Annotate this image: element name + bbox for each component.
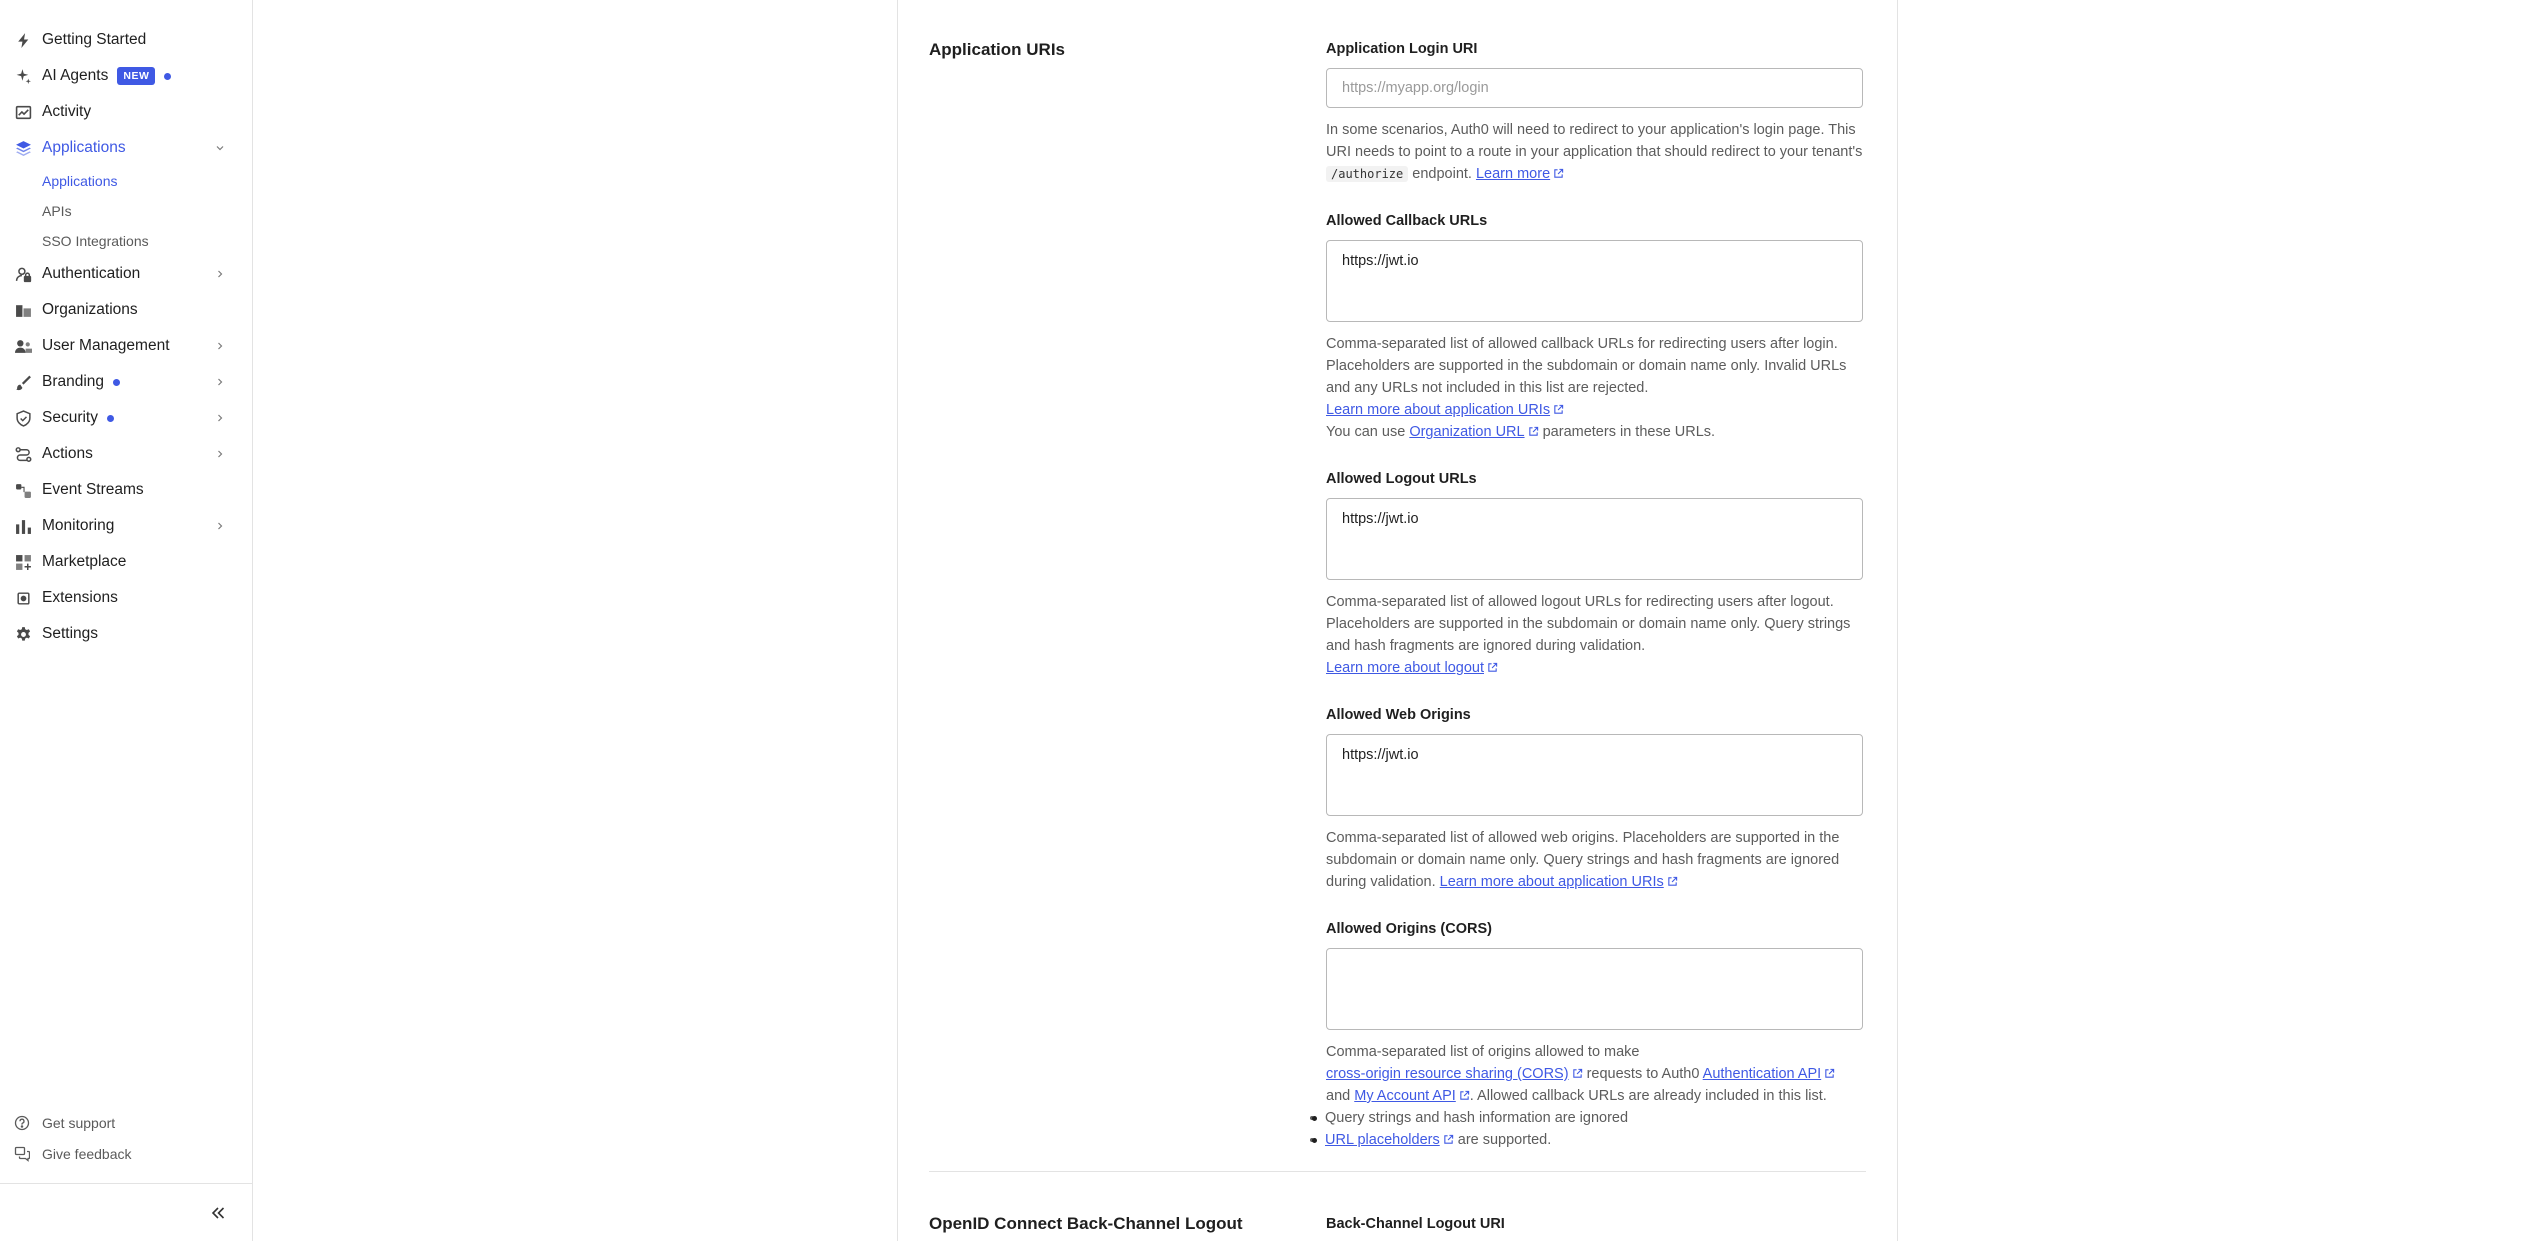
brush-icon [14, 373, 32, 391]
settings-panel [897, 0, 1898, 1241]
web-origins-help-text: Comma-separated list of allowed web origins. Placeholders are supported in the subdomain or domain name only. Query strings and hash fragments are ignored during validation. [1326, 830, 1840, 890]
sidebar-item-applications[interactable] [0, 130, 252, 166]
sidebar-item-settings[interactable] [0, 616, 252, 652]
sidebar-item-label: Settings [42, 625, 99, 642]
sidebar-item-organizations[interactable] [0, 292, 252, 328]
sidebar-footer [0, 1107, 253, 1241]
chevron-down-icon [214, 141, 226, 153]
chevron-right-icon [214, 375, 226, 387]
url-placeholders-link[interactable] [1325, 1132, 1440, 1148]
section-divider [929, 1171, 1866, 1172]
cors-link-label: cross-origin resource sharing (CORS) [1326, 1066, 1569, 1082]
cors-group [1326, 920, 1863, 1151]
cors-textarea[interactable] [1326, 948, 1863, 1030]
callback-urls-help [1326, 333, 1863, 443]
authentication-api-link[interactable] [1703, 1066, 1822, 1082]
help-circle-icon [14, 1115, 30, 1131]
sidebar-item-monitoring[interactable] [0, 508, 252, 544]
sidebar-item-branding[interactable] [0, 364, 252, 400]
logout-urls-group [1326, 470, 1863, 679]
cors-note-1: Query strings and hash information are ignored [1325, 1110, 1629, 1126]
external-link-icon [1553, 400, 1564, 411]
web-origins-group [1326, 706, 1863, 893]
puzzle-icon [14, 589, 32, 607]
cors-help [1326, 1041, 1863, 1151]
url-placeholders-label: URL placeholders [1325, 1132, 1440, 1148]
sidebar-subitem-sso-integrations[interactable]: SSO Integrations [42, 233, 149, 249]
new-badge: NEW [117, 67, 155, 85]
you-can-use-text: You can use [1326, 424, 1406, 440]
sidebar-item-label: Getting Started [42, 31, 147, 48]
organization-url-label: Organization URL [1409, 424, 1525, 440]
cors-help-text: Comma-separated list of origins allowed to make [1326, 1044, 1640, 1060]
sidebar-item-label: Security [42, 409, 98, 426]
learn-more-label: Learn more [1475, 166, 1551, 182]
sidebar-item-label: Actions [42, 445, 93, 462]
chevron-right-icon [214, 267, 226, 279]
sidebar-item-label: User Management [42, 337, 170, 354]
external-link-icon [1667, 872, 1678, 883]
learn-more-application-uris-label: Learn more about application URIs [1439, 874, 1664, 890]
sidebar-item-label: Activity [42, 103, 92, 120]
sidebar-subitem-apis[interactable]: APIs [42, 203, 72, 219]
learn-more-link[interactable] [1476, 166, 1564, 182]
external-link-icon [1824, 1064, 1835, 1075]
external-link-icon [1572, 1064, 1583, 1075]
sidebar-item-ai-agents[interactable] [0, 58, 252, 94]
stream-icon [14, 481, 32, 499]
login-uri-help [1326, 119, 1863, 185]
and-text: and [1326, 1088, 1351, 1104]
give-feedback-label: Give feedback [42, 1145, 132, 1162]
learn-more-logout-label: Learn more about logout [1326, 660, 1484, 676]
web-origins-help [1326, 827, 1863, 893]
feedback-icon [14, 1146, 30, 1162]
activity-chart-icon [14, 103, 32, 121]
lock-person-icon [14, 265, 32, 283]
sidebar-item-label: Extensions [42, 589, 118, 606]
gear-icon [14, 625, 32, 643]
application-uris-fields [1326, 40, 1863, 1151]
sidebar-subitem-applications[interactable]: Applications [42, 173, 118, 189]
chevron-right-icon [214, 519, 226, 531]
collapse-sidebar-icon[interactable] [209, 1204, 227, 1222]
external-link-icon [1443, 1130, 1454, 1141]
learn-more-application-uris-label: Learn more about application URIs [1326, 402, 1551, 418]
logout-urls-textarea[interactable] [1326, 498, 1863, 580]
learn-more-application-uris-link[interactable] [1440, 874, 1664, 890]
logout-urls-help [1326, 591, 1863, 679]
sidebar-item-marketplace[interactable] [0, 544, 252, 580]
grid-plus-icon [14, 553, 32, 571]
login-uri-help-text: In some scenarios, Auth0 will need to redirect to your application's login page. This URI needs to point to a route in your application that should redirect to your tenant's [1326, 122, 1863, 160]
backchannel-uri-label: Back-Channel Logout URI [1326, 1216, 1505, 1232]
cors-help-text-3: . Allowed callback URLs are already included in this list. [1469, 1088, 1827, 1104]
params-text: parameters in these URLs. [1542, 424, 1716, 440]
logout-help-text: Comma-separated list of allowed logout URLs for redirecting users after logout. Placeholders are supported in the subdomain or domain name only. Query strings and hash fragments are ignored during validation. [1326, 594, 1851, 654]
cors-notes-list [1326, 1107, 1863, 1151]
sidebar-item-label: Monitoring [42, 517, 115, 534]
login-uri-input[interactable] [1326, 68, 1863, 108]
external-link-icon [1528, 422, 1539, 433]
sidebar-item-label: Organizations [42, 301, 138, 318]
get-support-link[interactable] [0, 1107, 253, 1138]
external-link-icon [1487, 658, 1498, 669]
layers-icon [14, 139, 32, 157]
sidebar [0, 0, 253, 1241]
list-item [1325, 1107, 1863, 1129]
get-support-label: Get support [42, 1114, 116, 1131]
flow-icon [14, 445, 32, 463]
logout-urls-label: Allowed Logout URLs [1326, 471, 1477, 487]
sparkle-icon [14, 67, 32, 85]
give-feedback-link[interactable] [0, 1138, 253, 1169]
backchannel-logout-title: OpenID Connect Back-Channel Logout [929, 1214, 1243, 1233]
bar-chart-icon [14, 517, 32, 535]
cors-link[interactable] [1326, 1066, 1569, 1082]
sidebar-item-label: Authentication [42, 265, 141, 282]
sidebar-item-security[interactable] [0, 400, 252, 436]
cors-help-text-2: requests to Auth0 [1586, 1066, 1700, 1082]
web-origins-label: Allowed Web Origins [1326, 707, 1471, 723]
sidebar-item-event-streams[interactable] [0, 472, 252, 508]
chevron-right-icon [214, 339, 226, 351]
my-account-api-label: My Account API [1354, 1088, 1456, 1104]
external-link-icon [1553, 164, 1564, 175]
sidebar-item-authentication[interactable] [0, 256, 252, 292]
bolt-icon [14, 31, 32, 49]
sidebar-item-label: Applications [42, 139, 126, 156]
login-uri-group [1326, 40, 1863, 185]
sidebar-item-label: AI Agents [42, 67, 109, 84]
sidebar-item-label: Event Streams [42, 481, 144, 498]
sidebar-item-getting-started[interactable] [0, 22, 252, 58]
sidebar-collapse-row [0, 1183, 253, 1241]
web-origins-textarea[interactable] [1326, 734, 1863, 816]
users-icon [14, 337, 32, 355]
my-account-api-link[interactable] [1354, 1088, 1456, 1104]
sidebar-item-label: Marketplace [42, 553, 127, 570]
backchannel-fields [1326, 1215, 1863, 1241]
callback-urls-textarea[interactable] [1326, 240, 1863, 322]
callback-urls-label: Allowed Callback URLs [1326, 213, 1488, 229]
application-uris-title: Application URIs [929, 40, 1066, 59]
sidebar-nav [0, 0, 252, 652]
applications-submenu [0, 166, 252, 256]
sidebar-item-activity[interactable] [0, 94, 252, 130]
cors-note-2: are supported. [1457, 1132, 1552, 1148]
sidebar-item-user-management[interactable] [0, 328, 252, 364]
chevron-right-icon [214, 411, 226, 423]
callback-urls-group [1326, 212, 1863, 443]
cors-label: Allowed Origins (CORS) [1326, 921, 1492, 937]
login-uri-help-text-2: endpoint. [1412, 166, 1472, 182]
sidebar-item-label: Branding [42, 373, 105, 390]
learn-more-application-uris-link[interactable] [1326, 402, 1550, 418]
authorize-code: /authorize [1326, 166, 1408, 182]
sidebar-item-actions[interactable] [0, 436, 252, 472]
notification-dot [107, 415, 114, 422]
authentication-api-label: Authentication API [1702, 1066, 1822, 1082]
chevron-right-icon [214, 447, 226, 459]
external-link-icon [1459, 1086, 1470, 1097]
list-item [1325, 1129, 1863, 1151]
shield-check-icon [14, 409, 32, 427]
learn-more-logout-link[interactable] [1326, 660, 1484, 676]
building-icon [14, 301, 32, 319]
notification-dot [113, 379, 120, 386]
notification-dot [164, 73, 171, 80]
organization-url-link[interactable] [1409, 424, 1524, 440]
login-uri-label: Application Login URI [1326, 41, 1478, 57]
sidebar-item-extensions[interactable] [0, 580, 252, 616]
callback-help-text: Comma-separated list of allowed callback URLs for redirecting users after login. Placeholders are supported in the subdomain or domain name only. Invalid URLs and any URLs not included in this list are rejected. [1326, 336, 1847, 396]
